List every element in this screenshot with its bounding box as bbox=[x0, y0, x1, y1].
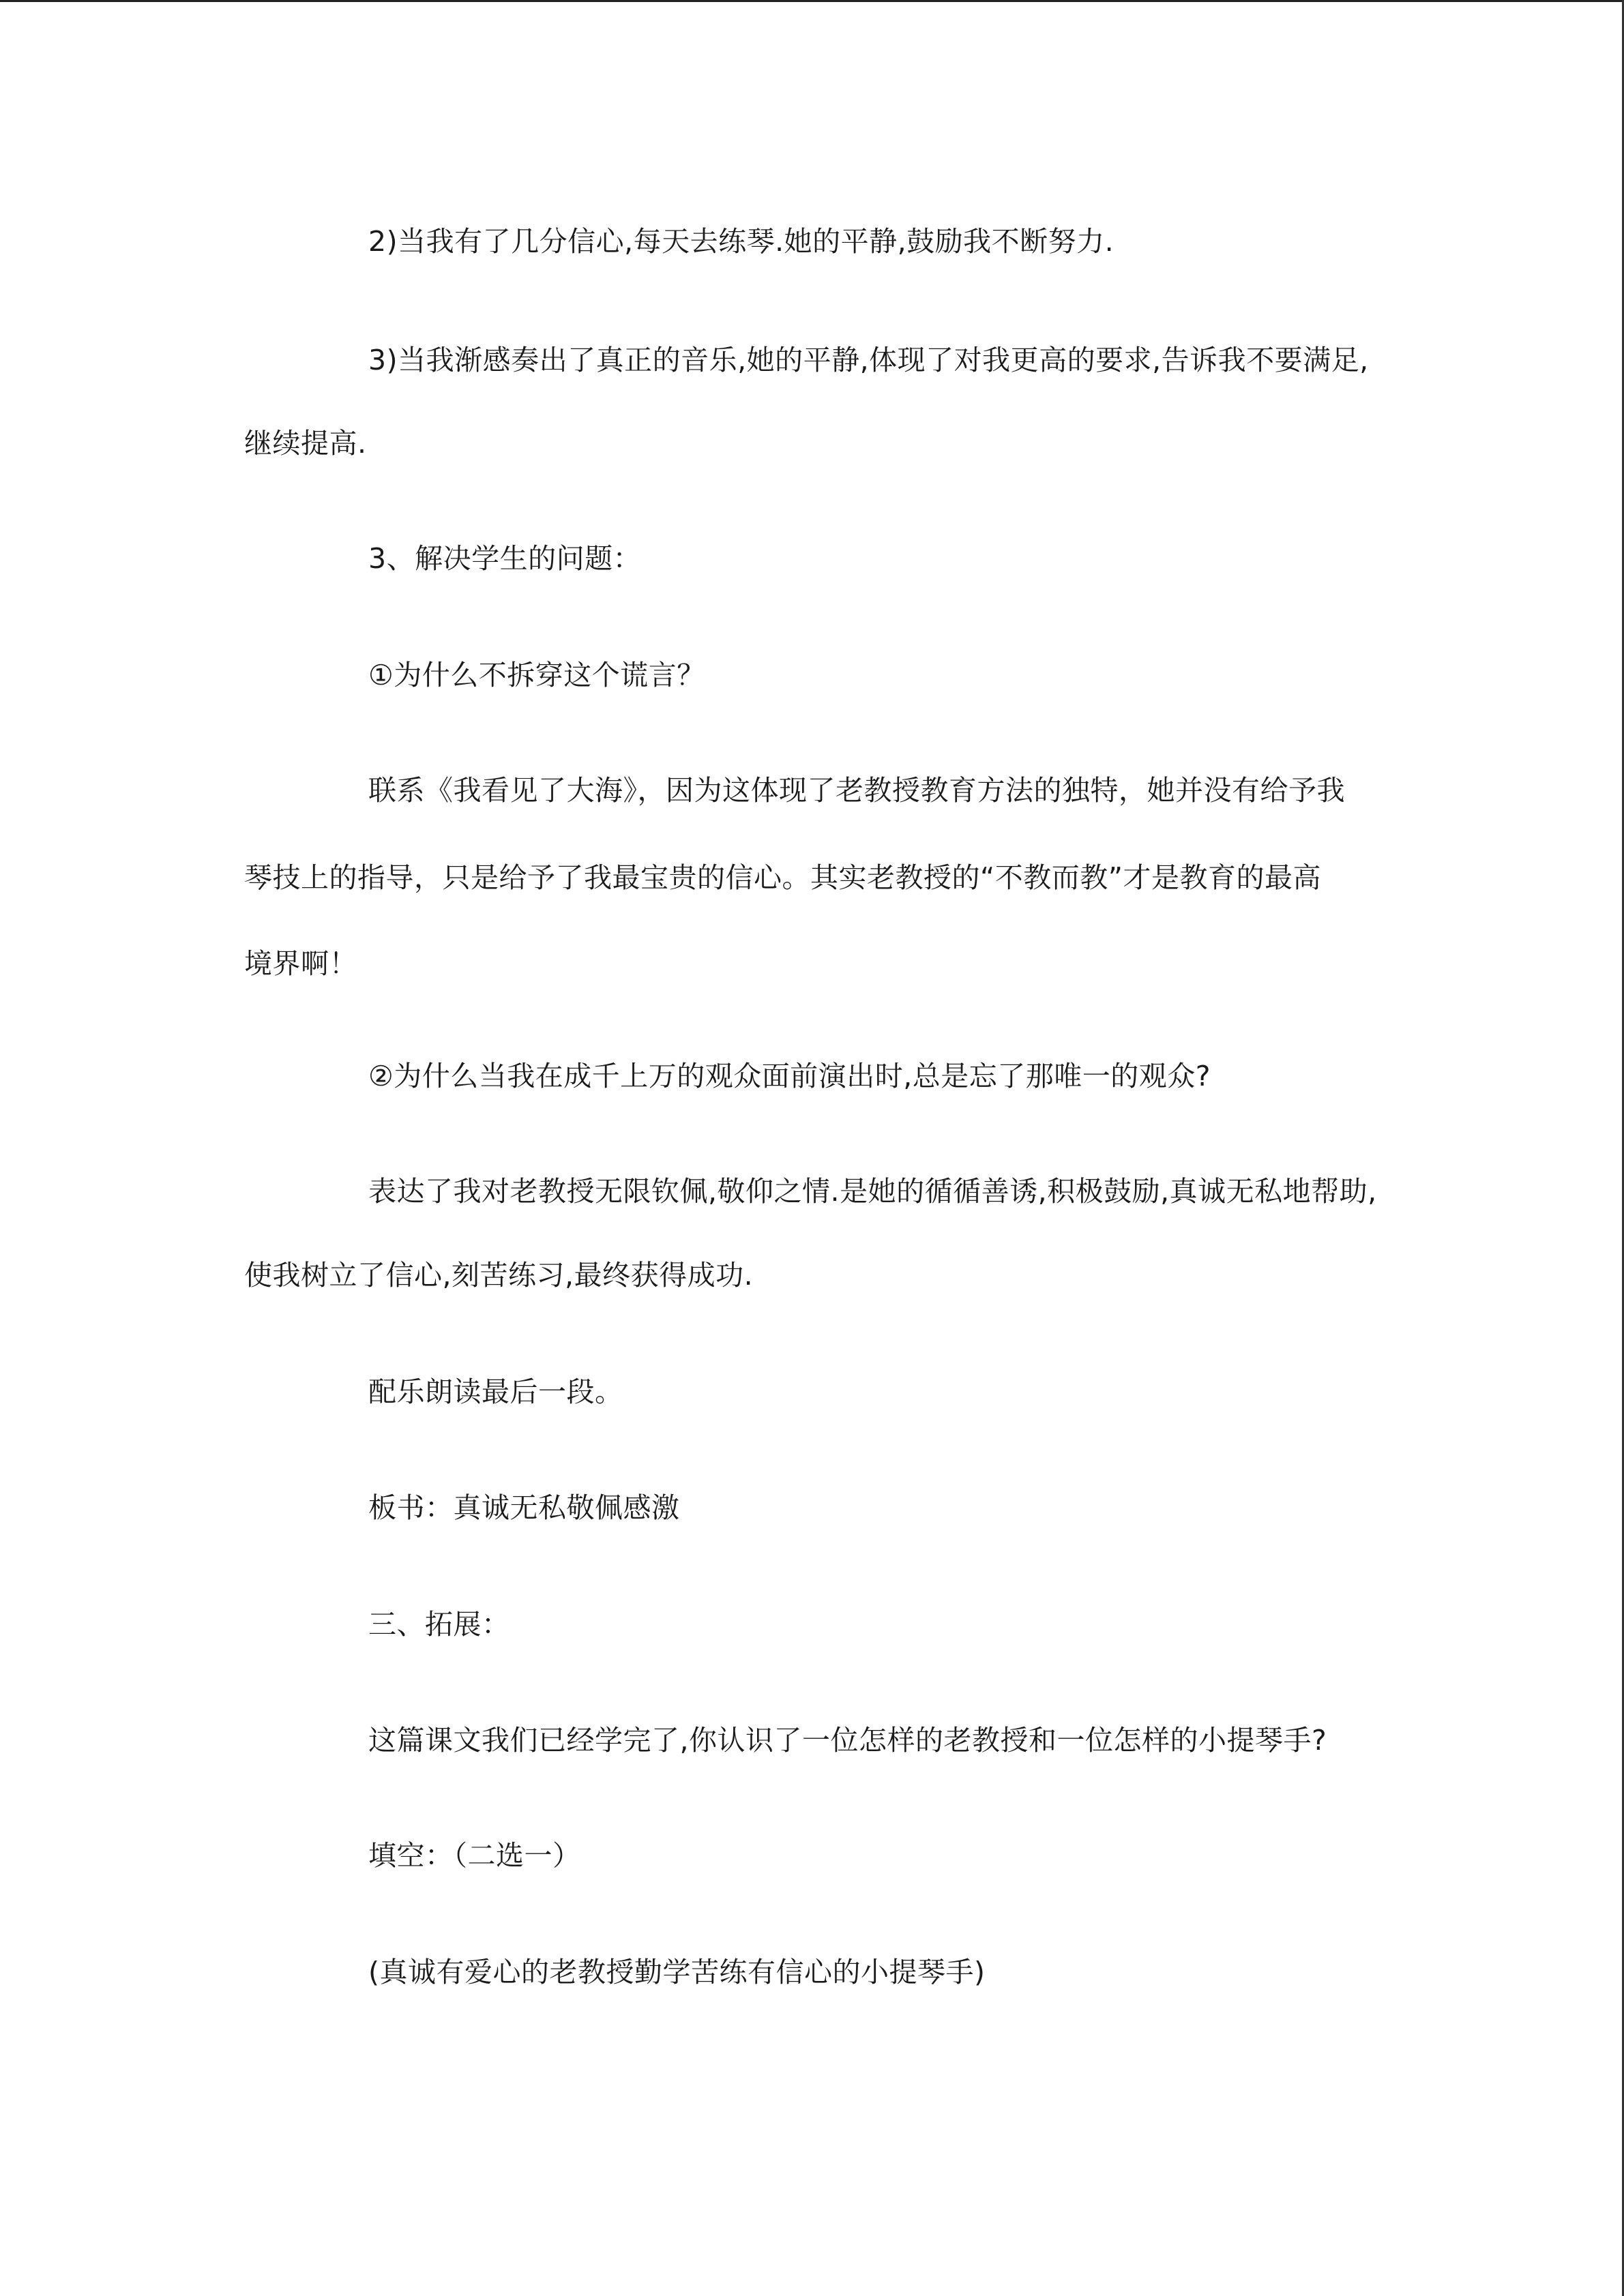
paragraph-line: 填空：（二选一） bbox=[368, 1839, 581, 1872]
question-line: ①为什么不拆穿这个谎言？ bbox=[368, 659, 705, 691]
paragraph-line: 琴技上的指导，只是给予了我最宝贵的信心。其实老教授的“不教而教”才是教育的最高 bbox=[244, 861, 1321, 894]
paragraph-line: (真诚有爱心的老教授勤学苦练有信心的小提琴手) bbox=[368, 1956, 986, 1988]
paragraph-line: 联系《我看见了大海》，因为这体现了老教授教育方法的独特，她并没有给予我 bbox=[368, 774, 1345, 807]
paragraph-line: 使我树立了信心,刻苦练习,最终获得成功. bbox=[244, 1259, 754, 1292]
paragraph-line: 境界啊！ bbox=[244, 947, 357, 980]
section-heading: 3、解决学生的问题： bbox=[368, 542, 642, 575]
paragraph-line: 2)当我有了几分信心,每天去练琴.她的平静,鼓励我不断努力. bbox=[368, 225, 1114, 258]
paragraph-line: 表达了我对老教授无限钦佩,敬仰之情.是她的循循善诱,积极鼓励,真诚无私地帮助, bbox=[368, 1175, 1377, 1208]
paragraph-line: 这篇课文我们已经学完了,你认识了一位怎样的老教授和一位怎样的小提琴手? bbox=[368, 1724, 1327, 1757]
question-line: ②为什么当我在成千上万的观众面前演出时,总是忘了那唯一的观众? bbox=[368, 1060, 1211, 1092]
page-top-border bbox=[0, 0, 1624, 2]
paragraph-line: 配乐朗读最后一段。 bbox=[368, 1375, 623, 1408]
board-notes: 板书：真诚无私敬佩感激 bbox=[368, 1491, 680, 1524]
paragraph-line: 继续提高. bbox=[244, 427, 367, 460]
section-heading: 三、拓展： bbox=[368, 1608, 510, 1641]
paragraph-line: 3)当我渐感奏出了真正的音乐,她的平静,体现了对我更高的要求,告诉我不要满足, bbox=[368, 344, 1369, 376]
